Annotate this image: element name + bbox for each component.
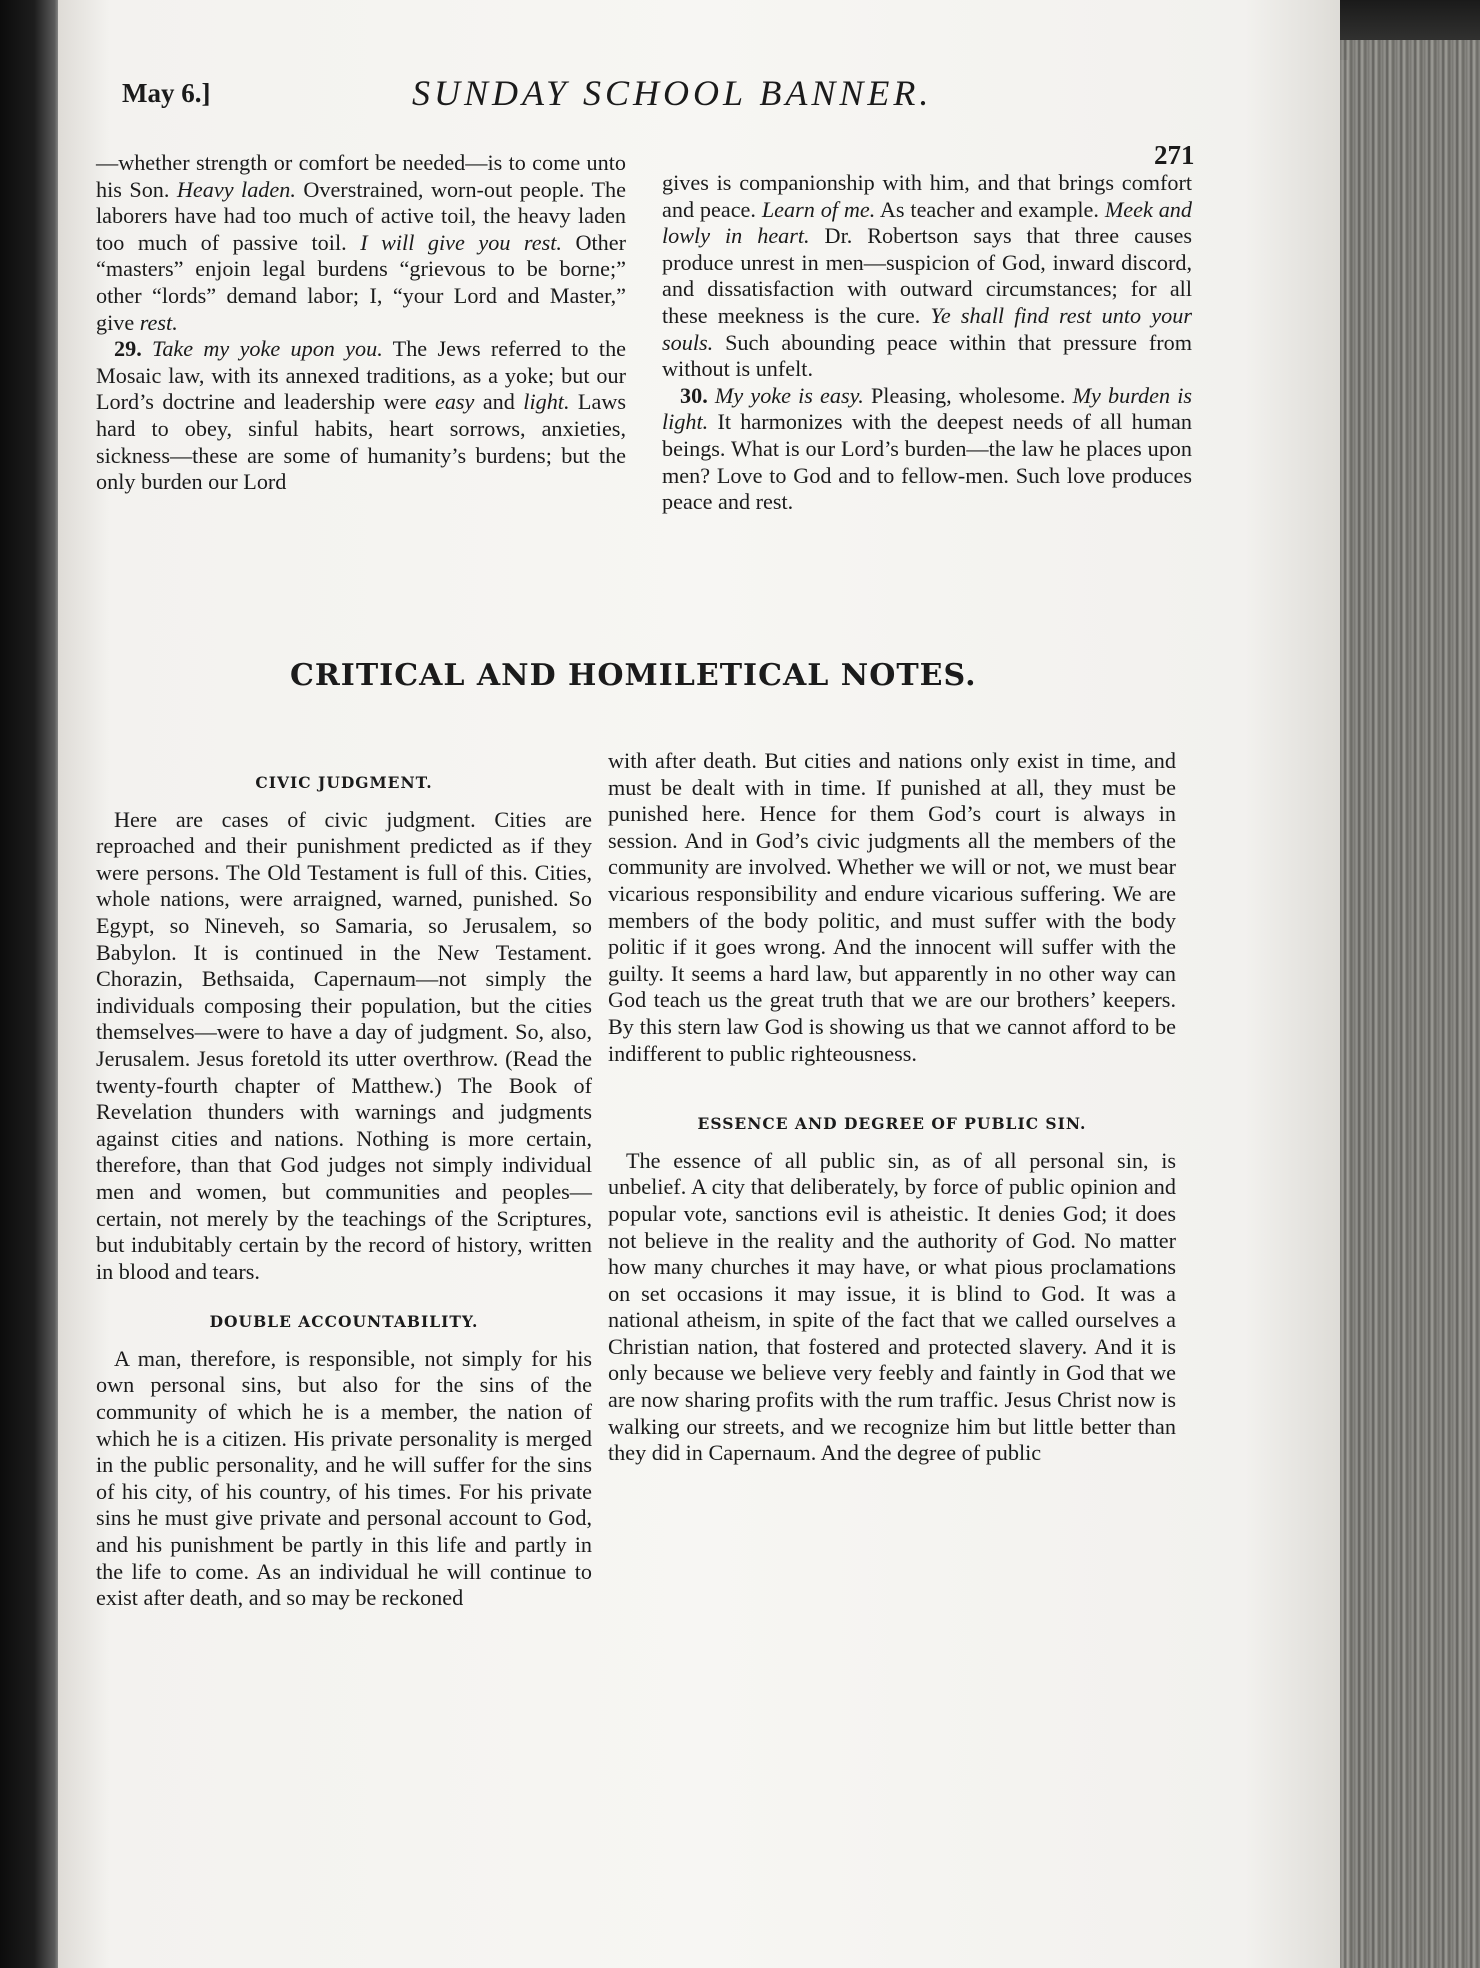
- italic-phrase: Learn of me.: [761, 196, 876, 222]
- paragraph: [662, 170, 1192, 383]
- subheading-civic-judgment: CIVIC JUDGMENT.: [255, 773, 433, 792]
- paragraph-civic-judgment: [96, 807, 592, 1286]
- verse-number: 30.: [680, 382, 708, 408]
- running-header: [122, 72, 1202, 170]
- paragraph-essence-public-sin: [608, 1148, 1176, 1467]
- text-run: Here are cases of civic judgment. Cities are reproached and their punishment predicted as if they were persons. The Old Testament is full of this. Cities, whole nations, were arraigned, warned, punished. So Egypt, so Nineveh, so Samaria, so Jerusalem, so Babylon. It is continued in the New Testament. Chorazin, Bethsaida, Capernaum—not simply the individuals composing their population, but the cities themselves—were to have a day of judgment. So, also, Jerusalem. Jesus foretold its utter overthrow. (Read the twenty-fourth chapter of Matthew.) The Book of Revelation thunders with warnings and judgments against cities and nations. Nothing is more certain, therefore, than that God judges not simply individual men and women, but communities and peoples—certain, not merely by the teachings of the Scriptures, but indubitably certain by the record of history, written in blood and tears.: [96, 806, 592, 1284]
- text-run: Laws hard to obey, sinful habits, heart sorrows, anxieties, sickness—these are some of humanity’s burdens; but the only burden our Lord: [96, 389, 626, 495]
- text-run: Other “masters” enjoin legal burdens “grievous to be borne;” other “lords” demand labor; I, “your Lord and Master,” give: [96, 229, 626, 335]
- text-run: gives is companionship with him, and that brings comfort and peace.: [662, 170, 1192, 222]
- italic-phrase: I will give you rest.: [360, 229, 562, 255]
- text-run: [142, 336, 152, 361]
- paragraph-verse-29: [96, 336, 626, 496]
- italic-phrase: Heavy laden.: [176, 176, 296, 202]
- paragraph-double-accountability: [96, 1346, 592, 1612]
- column-top-left: [96, 150, 626, 496]
- header-date: May 6.]: [122, 78, 211, 108]
- verse-number: 29.: [114, 336, 142, 362]
- text-run: and: [474, 389, 524, 415]
- paragraph: [96, 150, 626, 336]
- italic-phrase: My burden is light.: [662, 382, 1192, 435]
- paragraph-verse-30: [662, 383, 1192, 516]
- text-run: As teacher and example.: [875, 196, 1105, 222]
- italic-phrase: Meek and lowly in heart.: [662, 196, 1192, 249]
- text-run: The essence of all public sin, as of all personal sin, is unbelief. A city that deliberately, by force of public opinion and popular vote, sanctions evil is atheistic. It denies God; it does not believe in the reality and the authority of God. No matter how many churches it may have, or what pious proclamations on set occasions it may issue, it is blind to God. It was a national atheism, in spite of the fact that we called ourselves a Christian nation, that fostered and protected slavery. And it is only because we believe very feebly and faintly in God that we are now sharing profits with the rum traffic. Jesus Christ now is walking our streets, and we recognize him but little better than they did in Capernaum. And the degree of public: [608, 1147, 1176, 1466]
- book-gutter-shadow: [0, 0, 62, 1968]
- italic-phrase: easy: [434, 389, 475, 415]
- text-run: It harmonizes with the deepest needs of all human beings. What is our Lord’s burden—the law he places upon men? Love to God and to fellow-men. Such love produces peace and rest.: [662, 409, 1192, 515]
- column-bottom-left: [96, 770, 592, 1612]
- page-stack-edge: [1340, 40, 1480, 1968]
- section-title: CRITICAL AND HOMILETICAL NOTES.: [290, 658, 977, 693]
- text-run: with after death. But cities and nations only exist in time, and must be dealt with in time. If punished at all, they must be punished here. Hence for them God’s court is always in session. And in God’s civic judgments all the members of the community are involved. Whether we will or not, we must bear vicarious responsibility and endure vicarious suffering. We are members of the body politic, and must suffer with the body politic if it goes wrong. And the innocent will suffer with the guilty. It seems a hard law, but apparently in no other way can God teach us the great truth that we are our brothers’ keepers. By this stern law God is showing us that we cannot afford to be indifferent to public righteousness.: [608, 748, 1176, 1066]
- text-run: Pleasing, wholesome.: [863, 382, 1073, 408]
- paragraph-continuation: [608, 748, 1176, 1067]
- text-run: —whether strength or comfort be needed—is to come unto his Son.: [96, 150, 626, 202]
- italic-phrase: rest.: [139, 309, 178, 335]
- text-run: Such abounding peace within that pressure from without is unfelt.: [662, 329, 1192, 382]
- italic-phrase: Ye shall find rest unto your souls.: [662, 302, 1192, 355]
- column-bottom-right: [608, 748, 1176, 1467]
- italic-phrase: My yoke is easy.: [714, 382, 864, 408]
- text-run: A man, therefore, is responsible, not simply for his own personal sins, but also for the sins of the community of which he is a member, the nation of which he is a citizen. His private personality is merged in the public personality, and he will suffer for the sins of his city, of his country, of his times. For his private sins he must give private and personal account to God, and his punishment be partly in this life and partly in the life to come. As an individual he will continue to exist after death, and so may be reckoned: [96, 1345, 592, 1611]
- header-title: SUNDAY SCHOOL BANNER.: [412, 73, 933, 113]
- subheading-double-accountability: DOUBLE ACCOUNTABILITY.: [209, 1312, 479, 1332]
- text-run: Overstrained, worn-out people. The laborers have had too much of active toil, the heavy laden too much of passive toil.: [96, 176, 626, 255]
- column-top-right: [662, 170, 1192, 516]
- text-run: The Jews referred to the Mosaic law, with its annexed traditions, as a yoke; but our Lord’s doctrine and leadership were: [96, 336, 627, 415]
- italic-phrase: Take my yoke upon you.: [152, 336, 383, 362]
- italic-phrase: light.: [523, 389, 570, 415]
- text-run: [708, 383, 715, 408]
- text-run: Dr. Robertson says that three causes produce unrest in men—suspicion of God, inward discord, and dissatisfaction with outward circumstances; for all these meekness is the cure.: [662, 223, 1192, 328]
- subheading-essence-public-sin: ESSENCE AND DEGREE OF PUBLIC SIN.: [697, 1114, 1087, 1134]
- page-number: 271: [1154, 140, 1195, 170]
